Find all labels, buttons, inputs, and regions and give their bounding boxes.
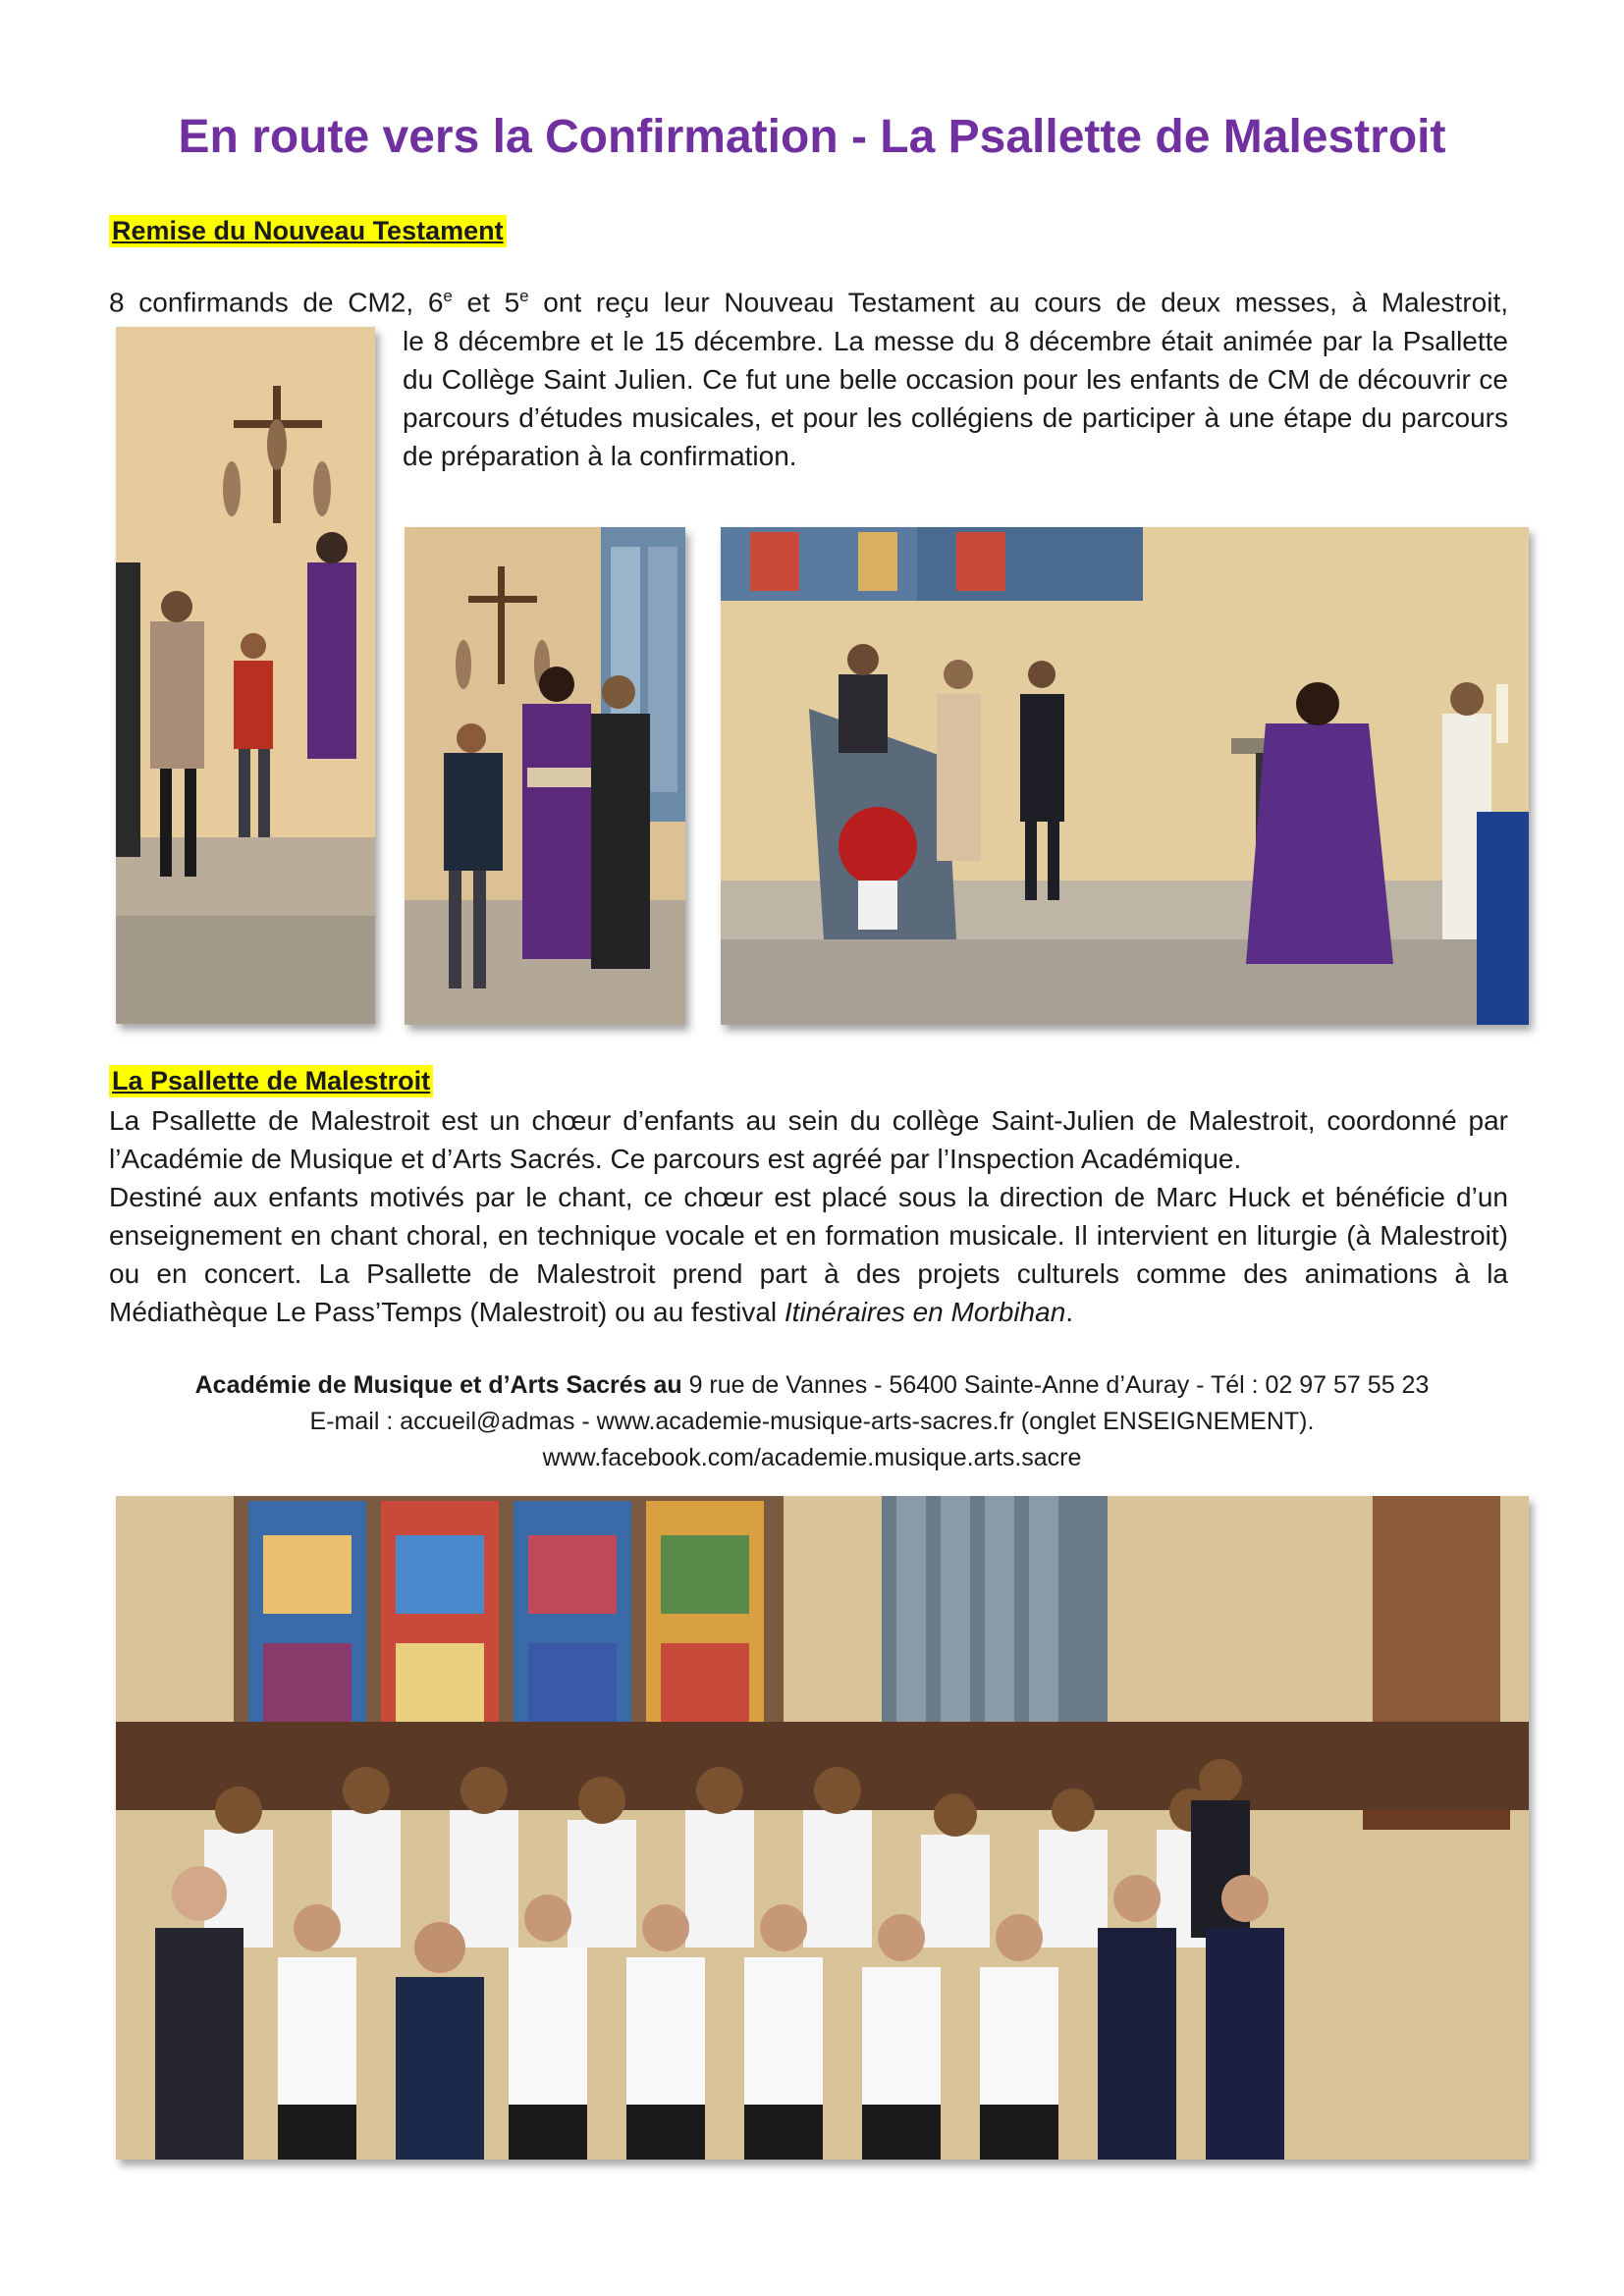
contact-email-line[interactable]: E-mail : accueil@admas - www.academie-musique-arts-sacres.fr (onglet ENSEIGNEMENT).	[309, 1408, 1315, 1435]
photo-mass-lectern	[721, 527, 1529, 1025]
contact-facebook-link[interactable]: www.facebook.com/academie.musique.arts.sacre	[542, 1444, 1082, 1471]
intro-first-line	[109, 287, 1508, 318]
contact-block	[0, 1367, 1624, 1476]
photo-nouveau-testament-handover	[116, 327, 375, 1024]
photo-priest-with-children	[405, 527, 685, 1025]
sup-e-2: e	[519, 287, 529, 305]
contact-address: 9 rue de Vannes - 56400 Sainte-Anne d’Auray - Tél : 02 97 57 55 23	[681, 1371, 1430, 1399]
psallette-paragraph-2-main: Destiné aux enfants motivés par le chant, ce chœur est placé sous la direction de Marc Huck et bénéficie d’un enseignement en chant choral, en technique vocale et en formation musicale. Il intervient en liturgie (à Malestroit) ou en concert. La Psallette de Malestroit prend part à des projets culturels comme des animations à la Médiathèque Le Pass’Temps (Malestroit) ou au festival	[109, 1182, 1508, 1327]
contact-org: Académie de Musique et d’Arts Sacrés au	[194, 1371, 682, 1399]
intro-text-b: et 5	[452, 287, 520, 318]
psallette-paragraph-2	[109, 1178, 1508, 1331]
intro-text-a: 8 confirmands de CM2, 6	[109, 287, 444, 318]
section-heading-nouveau-testament: Remise du Nouveau Testament	[109, 215, 507, 247]
contact-address-line	[0, 1367, 1624, 1404]
photo-psallette-choir-group	[116, 1496, 1529, 2160]
page-title: En route vers la Confirmation - La Psallette de Malestroit	[178, 111, 1446, 163]
section-heading-psallette: La Psallette de Malestroit	[109, 1065, 433, 1097]
psallette-paragraph-1: La Psallette de Malestroit est un chœur d’enfants au sein du collège Saint-Julien de Malestroit, coordonné par l’Académie de Musique et d’Arts Sacrés. Ce parcours est agréé par l’Inspection Académique.	[109, 1105, 1508, 1174]
intro-text-c: ont reçu leur Nouveau Testament au cours de deux messes, à Malestroit,	[528, 287, 1509, 318]
psallette-paragraph-2-end: .	[1065, 1297, 1074, 1327]
intro-paragraph: le 8 décembre et le 15 décembre. La messe du 8 décembre était animée par la Psallette du Collège Saint Julien. Ce fut une belle occasion pour les enfants de CM de découvrir ce parcours d’études musicales, et pour les collégiens de participer à une étape du parcours de préparation à la confirmation.	[403, 326, 1508, 471]
festival-name: Itinéraires en Morbihan	[784, 1297, 1066, 1327]
sup-e-1: e	[443, 287, 453, 305]
